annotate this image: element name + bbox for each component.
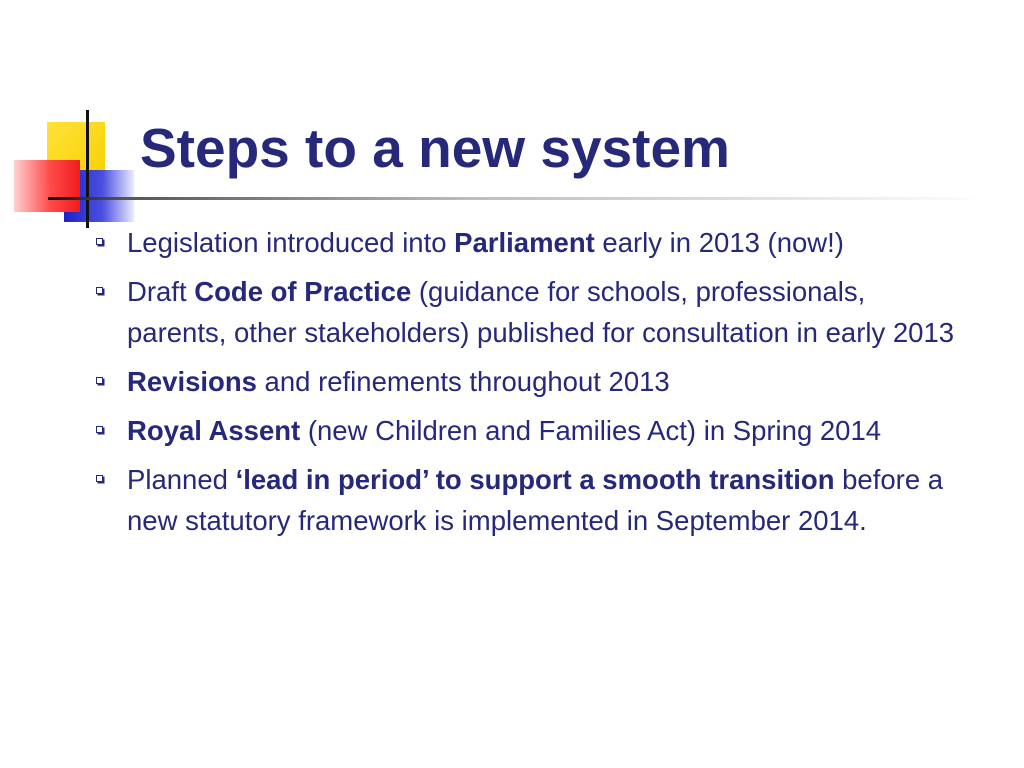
bullet-emphasis: Code of Practice <box>194 276 412 307</box>
bullet-text: early in 2013 (now!) <box>594 227 844 258</box>
bullet-text: (guidance for schools, professionals, parents, other stakeholders) published for consultation in early 2013 <box>127 276 955 348</box>
square-bullet-icon <box>96 287 103 294</box>
bullet-text: and refinements throughout 2013 <box>256 366 670 397</box>
vertical-rule <box>86 110 89 228</box>
bullet-text: Legislation introduced into <box>127 227 455 258</box>
bullet-emphasis: ‘lead in period’ to support a smooth transition <box>235 464 835 495</box>
bullet-item <box>90 410 960 451</box>
red-square-decoration <box>14 160 80 212</box>
bullet-emphasis: Revisions <box>127 366 257 397</box>
bullet-item <box>90 222 960 263</box>
bullet-item <box>90 459 960 541</box>
bullet-emphasis: Parliament <box>454 227 595 258</box>
bullet-text: Draft <box>127 276 195 307</box>
bullet-list <box>90 222 960 549</box>
bullet-emphasis: Royal Assent <box>127 415 301 446</box>
bullet-item <box>90 271 960 353</box>
square-bullet-icon <box>96 475 103 482</box>
square-bullet-icon <box>96 377 103 384</box>
slide-title: Steps to a new system <box>140 117 730 179</box>
title-underline-rule <box>48 197 988 200</box>
square-bullet-icon <box>96 238 103 245</box>
bullet-text: before a new statutory framework is implemented in September 2014. <box>127 464 944 536</box>
bullet-text: Planned <box>127 464 236 495</box>
square-bullet-icon <box>96 426 103 433</box>
bullet-text: (new Children and Families Act) in Spring 2014 <box>300 415 882 446</box>
bullet-item <box>90 361 960 402</box>
